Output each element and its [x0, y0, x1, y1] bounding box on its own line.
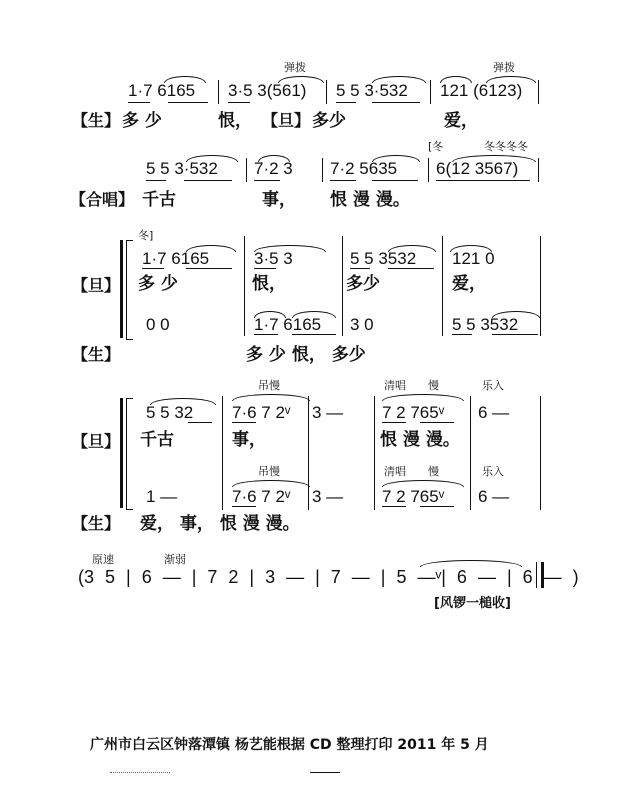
measure-line: (3 5 | 6 — | 7 2 | 3 — | 7 — | 5 —ᵛ| 6 — | 6 — )	[78, 567, 579, 587]
lyric: 爱， 事， 恨 漫 漫。	[140, 514, 300, 534]
role-label: 【生】	[72, 111, 121, 130]
lyric: 多 少 恨， 多少	[246, 345, 366, 365]
technique-mark: 吊慢	[258, 379, 280, 392]
percussion-mark: 冬冬冬冬	[484, 140, 528, 153]
technique-mark: 乐入	[482, 379, 504, 392]
lyric: 多 少	[138, 274, 178, 294]
measure: 121 0	[452, 249, 495, 268]
lyric: 多 少	[122, 111, 162, 131]
percussion-mark: [冬	[428, 140, 444, 153]
technique-mark: 弹拨	[284, 61, 306, 74]
measure: 3 —	[312, 403, 344, 422]
measure: 0 0	[146, 315, 170, 334]
role-label: 【旦】	[72, 276, 121, 295]
ending-note: [风锣一槌收]	[434, 596, 511, 611]
measure: 1·7 6165	[128, 81, 196, 100]
measure: 7 2 765ᵛ	[382, 487, 445, 506]
technique-mark: 乐入	[482, 465, 504, 478]
measure: 5 5 3532	[452, 315, 519, 334]
measure: 5 5 3532	[350, 249, 417, 268]
technique-mark: 清唱	[384, 379, 406, 392]
lyric: 多少	[312, 111, 346, 131]
measure: 3·5 3	[254, 249, 293, 268]
technique-mark: 吊慢	[258, 465, 280, 478]
measure: 3 —	[312, 487, 344, 506]
technique-mark: 慢	[428, 379, 439, 392]
lyric: 多少	[346, 274, 380, 294]
lyric: 事，	[262, 190, 296, 210]
technique-mark: 慢	[428, 465, 439, 478]
role-label: 【旦】	[72, 432, 121, 451]
lyric: 千古	[140, 430, 174, 450]
technique-mark: 弹拨	[493, 61, 515, 74]
lyric: 恨，	[218, 111, 252, 131]
role-label: 【旦】	[262, 111, 311, 130]
measure: 1·7 6165	[142, 249, 210, 268]
measure: 5 5 3·532	[146, 159, 218, 178]
measure: 7·2 3	[254, 159, 293, 178]
role-label: 【合唱】	[70, 190, 135, 209]
measure: 5 5 32	[146, 403, 194, 422]
lyric: 爱，	[452, 274, 486, 294]
role-label: 【生】	[72, 514, 121, 533]
tempo-mark: 原速	[92, 553, 114, 566]
measure: 3 0	[350, 315, 374, 334]
lyric: 千古	[142, 190, 176, 210]
technique-mark: 清唱	[384, 465, 406, 478]
measure: 1·7 6165	[254, 315, 322, 334]
role-label: 【生】	[72, 345, 121, 364]
measure: 6 —	[478, 403, 510, 422]
lyric: 恨 漫 漫。	[330, 190, 410, 210]
lyric: 恨 漫 漫。	[380, 430, 460, 450]
measure: 7 2 765ᵛ	[382, 403, 445, 422]
measure: 3·5 3(561)	[228, 81, 307, 100]
measure: 121 (6123)	[440, 81, 523, 100]
lyric: 恨，	[252, 274, 286, 294]
footer-credit: 广州市白云区钟落潭镇 杨艺能根据 CD 整理打印 2011 年 5 月	[90, 737, 489, 753]
measure: 7·2 5635	[330, 159, 398, 178]
measure: 6(12 3567)	[436, 159, 519, 178]
measure: 7·6 7 2ᵛ	[232, 487, 291, 506]
lyric: 事，	[232, 430, 266, 450]
percussion-mark: 冬]	[138, 229, 154, 242]
lyric: 爱，	[444, 111, 478, 131]
tempo-mark: 渐弱	[164, 553, 186, 566]
measure: 7·6 7 2ᵛ	[232, 403, 291, 422]
measure: 6 —	[478, 487, 510, 506]
measure: 1 —	[146, 487, 178, 506]
measure: 5 5 3·532	[336, 81, 408, 100]
